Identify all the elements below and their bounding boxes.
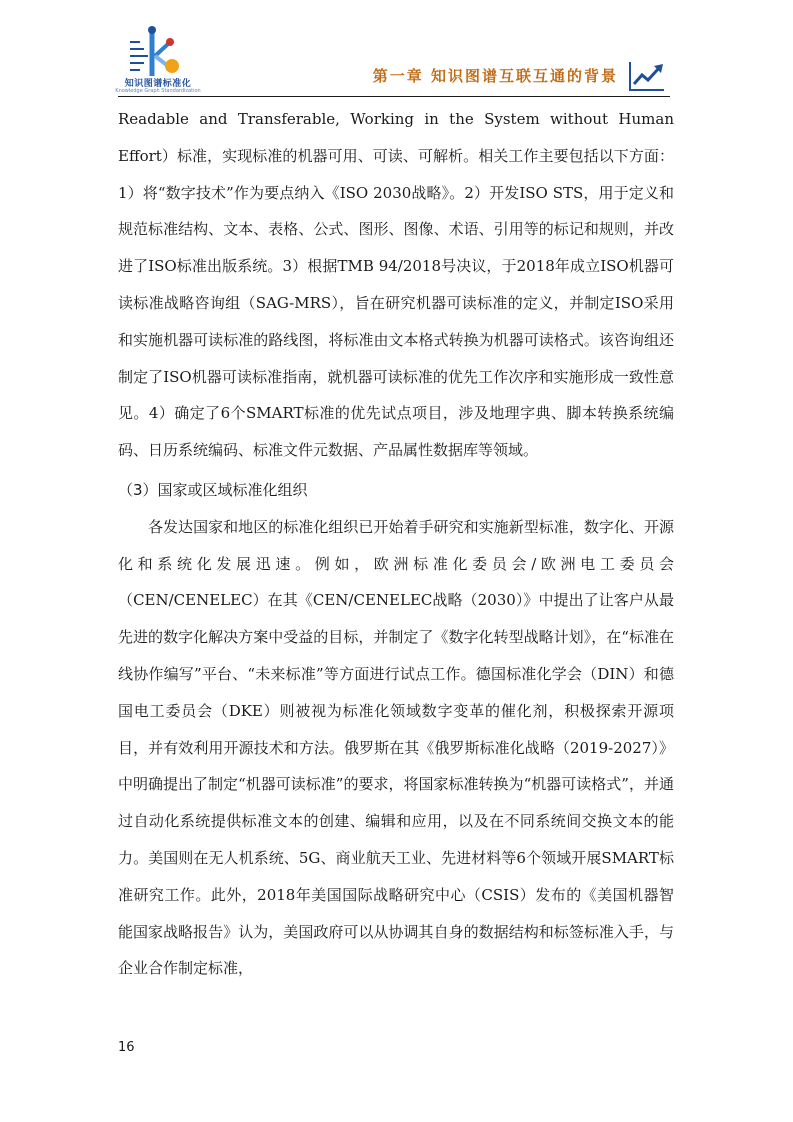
body-paragraph: 各发达国家和地区的标准化组织已开始着手研究和实施新型标准，数字化、开源化和系统化发展迅速。例如，欧洲标准化委员会/欧洲电工委员会（CEN/CENELEC）在其《CEN/CENELEC战略（2030）》中提出了让客户从最先进的数字化解决方案中受益的目标，并制定了《数字化转型战略计划》，在“标准在线协作编写”平台、“未来标准”等方面进行试点工作。德国标准化学会（DIN）和德国电工委员会（DKE）则被视为标准化领域数字变革的催化剂，积极探索开源项目，并有效利用开源技术和方法。俄罗斯在其《俄罗斯标准化战略（2019-2027）》中明确提出了制定“机器可读标准”的要求，将国家标准转换为“机器可读格式”，并通过自动化系统提供标准文本的创建、编辑和应用，以及在不同系统间交换文本的能力。美国则在无人机系统、5G、商业航天工业、先进材料等6个领域开展SMART标准研究工作。此外，2018年美国国际战略研究中心（CSIS）发布的《美国机器智能国家战略报告》认为，美国政府可以从协调其自身的数据结构和标签标准入手，与企业合作制定标准，	[118, 517, 674, 978]
body-paragraph: Readable and Transferable, Working in the System without Human Effort）标准，实现标准的机器可用、可读、可解析。相关工作主要包括以下方面：1）将“数字技术”作为要点纳入《ISO 2030战略》。2）开发ISO STS，用于定义和规范标准结构、文本、表格、公式、图形、图像、术语、引用等的标记和规则，并改进了ISO标准出版系统。3）根据TMB 94/2018号决议，于2018年成立ISO机器可读标准战略咨询组（SAG-MRS），旨在研究机器可读标准的定义，并制定ISO采用和实施机器可读标准的路线图，将标准由文本格式转换为机器可读格式。该咨询组还制定了ISO机器可读标准指南，就机器可读标准的优先工作次序和实施形成一致性意见。4）确定了6个SMART标准的优先试点项目，涉及地理字典、脚本转换系统编码、日历系统编码、标准文件元数据、产品属性数据库等领域。	[118, 110, 674, 460]
page-header	[0, 0, 793, 100]
page-body	[118, 101, 674, 987]
chapter-title: 第一章 知识图谱互联互通的背景	[372, 67, 618, 85]
header-divider	[118, 96, 670, 97]
logo-text: 知识图谱标准化	[124, 79, 192, 89]
logo-subtext: Knowledge Graph Standardization	[115, 88, 201, 94]
page-number: 16	[118, 1040, 135, 1055]
line-chart-arrow-icon	[628, 60, 666, 92]
section-heading: （3）国家或区域标准化组织	[118, 480, 308, 499]
